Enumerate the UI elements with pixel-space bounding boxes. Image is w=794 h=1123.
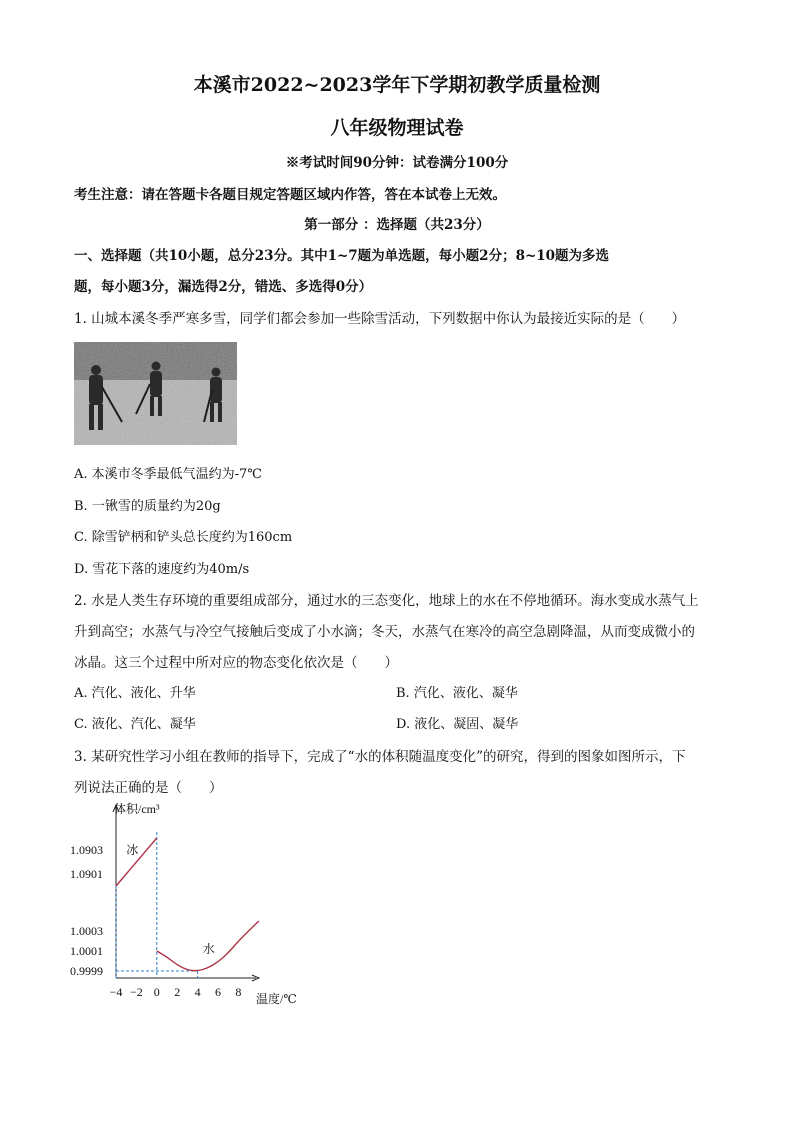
section-instructions-2: 题，每小题3分，漏选得2分，错选、多选得0分）	[74, 279, 373, 295]
snow-clearing-photo	[74, 342, 237, 445]
x-tick-label: −2	[130, 985, 143, 999]
q1-option-b: B. 一锹雪的质量约为20g	[74, 499, 221, 514]
q1-stem: 1. 山城本溪冬季严寒多雪，同学们都会参加一些除雪活动，下列数据中你认为最接近实际的是（ ）	[74, 311, 686, 327]
q3-stem-1: 3. 某研究性学习小组在教师的指导下，完成了“水的体积随温度变化”的研究，得到的图象如图所示，下	[74, 749, 686, 765]
y-tick-label: 1.0903	[70, 843, 103, 857]
y-tick-label: 1.0001	[70, 944, 103, 958]
exam-subtitle: 八年级物理试卷	[330, 117, 464, 139]
x-tick-label: 6	[215, 985, 221, 999]
snow-clearing-image	[74, 342, 237, 445]
section-instructions-1: 一、选择题（共10小题，总分23分。其中1~7题为单选题，每小题2分；8~10题为多选	[74, 248, 610, 264]
q3-stem-2: 列说法正确的是（ ）	[74, 780, 223, 796]
q1-option-a: A. 本溪市冬季最低气温约为-7℃	[74, 467, 262, 482]
x-tick-label: 2	[174, 985, 181, 999]
y-tick-label: 1.0003	[70, 924, 103, 938]
q1-option-d: D. 雪花下落的速度约为40m/s	[74, 562, 250, 577]
candidate-notice: 考生注意：请在答题卡各题目规定答题区域内作答，答在本试卷上无效。	[74, 187, 506, 203]
y-tick-label: 0.9999	[70, 964, 103, 978]
water-series-label: 水	[202, 942, 215, 956]
y-axis-label: 体积/cm³	[114, 802, 160, 816]
x-tick-label: 0	[153, 985, 160, 999]
x-axis-label: 温度/℃	[256, 992, 297, 1006]
section-title: 第一部分 ：选择题（共23分）	[304, 217, 490, 233]
q2-stem-2: 升到高空；水蒸气与冷空气接触后变成了小水滴；冬天，水蒸气在寒冷的高空急剧降温，从而变成微小的	[74, 624, 695, 640]
q2-option-d: D. 液化、凝固、凝华	[396, 717, 519, 732]
exam-title: 本溪市2022~2023学年下学期初教学质量检测	[193, 74, 601, 96]
x-tick-label: 8	[235, 985, 242, 999]
q2-option-b: B. 汽化、液化、凝华	[396, 686, 518, 701]
exam-info: ※考试时间90分钟：试卷满分100分	[285, 155, 509, 171]
q2-stem-3: 冰晶。这三个过程中所对应的物态变化依次是（ ）	[74, 655, 398, 671]
q2-option-a: A. 汽化、液化、升华	[74, 686, 196, 701]
x-tick-label: 4	[194, 985, 201, 999]
q2-option-c: C. 液化、汽化、凝华	[74, 717, 196, 732]
x-tick-label: −4	[109, 985, 123, 999]
ice-series-label: 冰	[126, 843, 139, 857]
q2-stem-1: 2. 水是人类生存环境的重要组成部分，通过水的三态变化，地球上的水在不停地循环。海水变成水蒸气上	[74, 593, 699, 609]
y-tick-label: 1.0901	[70, 867, 103, 881]
volume-temperature-chart	[66, 800, 326, 1010]
q1-option-c: C. 除雪铲柄和铲头总长度约为160cm	[74, 530, 293, 545]
